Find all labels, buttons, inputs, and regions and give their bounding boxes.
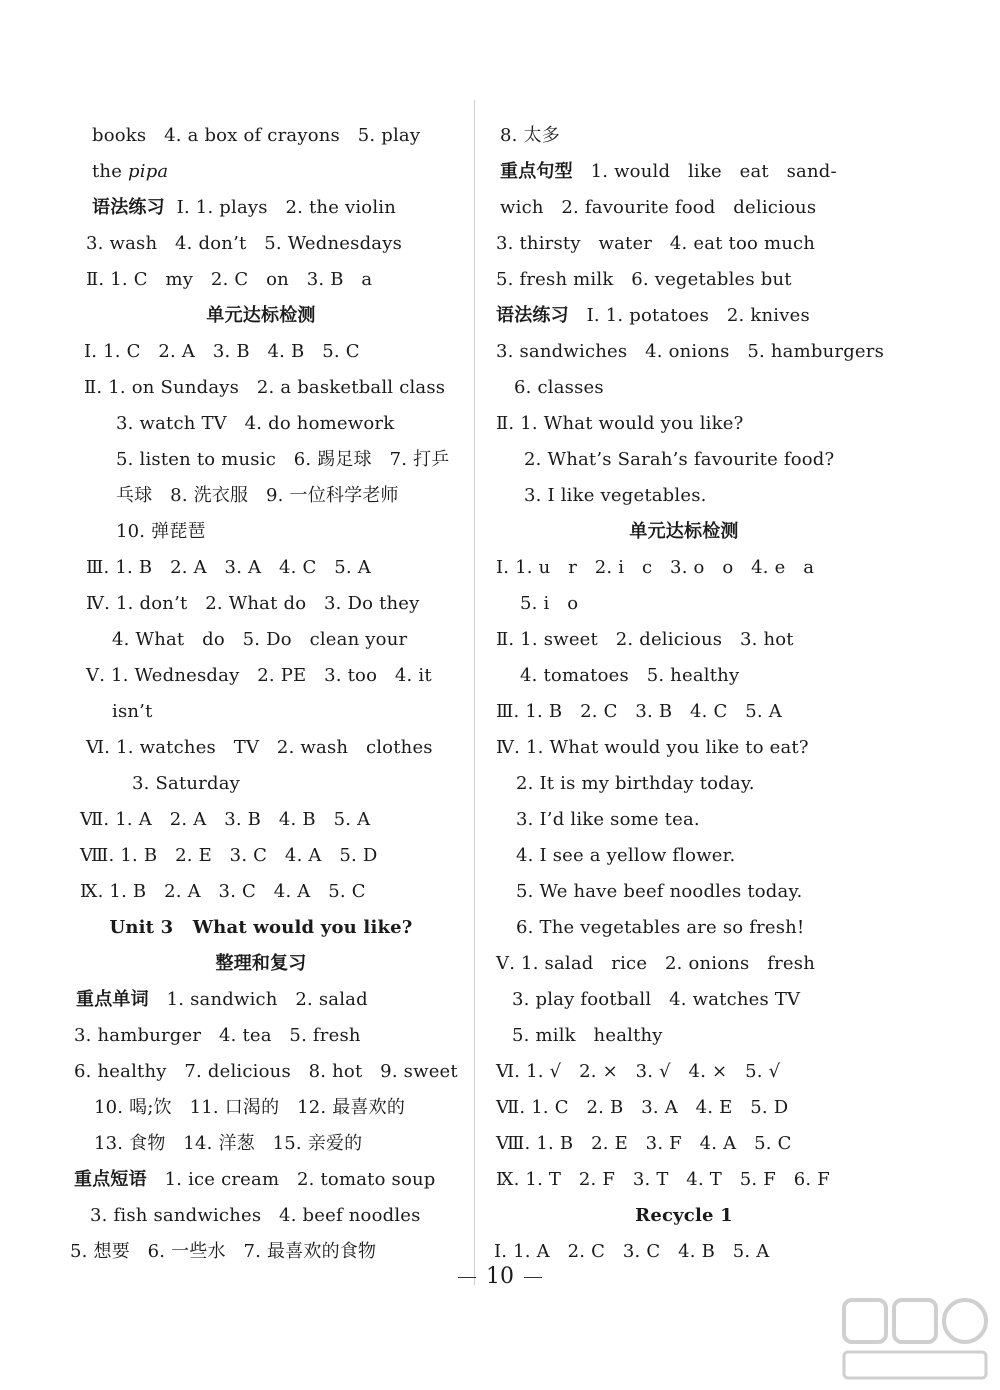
- answer-text: Ⅴ. 1. salad rice 2. onions fresh: [496, 953, 816, 974]
- answer-text: Ⅸ. 1. T 2. F 3. T 4. T 5. F 6. F: [496, 1169, 830, 1190]
- answer-text: 10. 喝;饮 11. 口渴的 12. 最喜欢的: [94, 1097, 406, 1118]
- page-dash-left: [458, 1277, 476, 1278]
- left-column: [66, 118, 456, 1270]
- answer-text: Ⅲ. 1. B 2. A 3. A 4. C 5. A: [86, 557, 371, 578]
- answer-text: Ⅱ. 1. What would you like?: [496, 413, 744, 434]
- answer-text: 3. Saturday: [132, 773, 241, 794]
- answer-text: 3. watch TV 4. do homework: [116, 413, 395, 434]
- answer-line: [494, 442, 874, 478]
- answer-text: 8. 太多: [500, 125, 560, 146]
- section-label: 重点句型: [500, 161, 573, 182]
- answer-line: [494, 982, 874, 1018]
- answer-text: books 4. a box of crayons 5. play: [92, 125, 421, 146]
- answer-line: [66, 802, 456, 838]
- answer-line: [494, 1018, 874, 1054]
- answer-line: [66, 1198, 456, 1234]
- answer-text: Ⅶ. 1. A 2. A 3. B 4. B 5. A: [80, 809, 371, 830]
- answer-text: 4. tomatoes 5. healthy: [520, 665, 740, 686]
- answer-text: 3. I’d like some tea.: [516, 809, 700, 830]
- answer-line: [66, 694, 456, 730]
- answer-text: Ⅰ. 1. u r 2. i c 3. o o 4. e a: [496, 557, 815, 578]
- answer-text: 5. 想要 6. 一些水 7. 最喜欢的食物: [70, 1241, 377, 1262]
- answer-line: [66, 226, 456, 262]
- answer-line: [494, 226, 874, 262]
- answer-text: pipa: [128, 161, 169, 182]
- page-number-text: 10: [486, 1264, 514, 1289]
- answer-line: [494, 298, 874, 334]
- answer-line: [494, 1162, 874, 1198]
- answer-text: 6. healthy 7. delicious 8. hot 9. sweet: [74, 1061, 458, 1082]
- answer-line: [66, 982, 456, 1018]
- section-heading: Unit 3 What would you like?: [109, 917, 413, 938]
- answer-text: 3. I like vegetables.: [524, 485, 707, 506]
- answer-line: [66, 1126, 456, 1162]
- answer-text: 2. It is my birthday today.: [516, 773, 755, 794]
- section-label: 重点单词: [76, 989, 149, 1010]
- answer-line: [494, 370, 874, 406]
- answer-line: [494, 1054, 874, 1090]
- answer-line: [66, 874, 456, 910]
- watermark-logo-icon: [840, 1296, 990, 1382]
- answer-text: Ⅰ. 1. C 2. A 3. B 4. B 5. C: [84, 341, 360, 362]
- answer-text: 5. i o: [520, 593, 579, 614]
- answer-text: Ⅰ. 1. plays 2. the violin: [164, 197, 397, 218]
- answer-line: [494, 118, 874, 154]
- answer-line: [66, 118, 456, 154]
- answer-text: 13. 食物 14. 洋葱 15. 亲爱的: [94, 1133, 363, 1154]
- answer-text: Ⅳ. 1. What would you like to eat?: [496, 737, 809, 758]
- answer-line: [66, 658, 456, 694]
- answer-line: [66, 334, 456, 370]
- answer-line: [494, 406, 874, 442]
- answer-line: [494, 802, 874, 838]
- answer-text: the: [92, 161, 129, 182]
- answer-line: [66, 1054, 456, 1090]
- answer-text: Ⅰ. 1. A 2. C 3. C 4. B 5. A: [494, 1241, 770, 1262]
- answer-text: 2. What’s Sarah’s favourite food?: [524, 449, 835, 470]
- answer-line: [66, 190, 456, 226]
- answer-line: [494, 478, 874, 514]
- answer-line: [494, 334, 885, 370]
- answer-text: 6. classes: [514, 377, 604, 398]
- answer-line: [66, 586, 456, 622]
- answer-text: 5. listen to music 6. 踢足球 7. 打乒: [116, 449, 450, 470]
- section-label: 语法练习: [496, 305, 569, 326]
- answer-text: Ⅷ. 1. B 2. E 3. C 4. A 5. D: [80, 845, 378, 866]
- answer-text: 4. What do 5. Do clean your: [112, 629, 408, 650]
- answer-text: 1. would like eat sand-: [572, 161, 837, 182]
- answer-text: Ⅱ. 1. C my 2. C on 3. B a: [86, 269, 373, 290]
- answer-line: [494, 730, 874, 766]
- answer-line: [494, 946, 874, 982]
- answer-text: 3. play football 4. watches TV: [512, 989, 801, 1010]
- answer-text: 3. sandwiches 4. onions 5. hamburgers: [496, 341, 885, 362]
- answer-text: 1. ice cream 2. tomato soup: [146, 1169, 436, 1190]
- answer-text: 1. sandwich 2. salad: [148, 989, 368, 1010]
- answer-line: [66, 478, 456, 514]
- section-heading: Recycle 1: [635, 1205, 733, 1226]
- answer-text: 5. fresh milk 6. vegetables but: [496, 269, 792, 290]
- answer-line: [66, 262, 456, 298]
- answer-line: [66, 838, 456, 874]
- answer-text: Ⅶ. 1. C 2. B 3. A 4. E 5. D: [496, 1097, 789, 1118]
- answer-line: [66, 1018, 456, 1054]
- answer-text: 6. The vegetables are so fresh!: [516, 917, 805, 938]
- answer-text: Ⅰ. 1. potatoes 2. knives: [568, 305, 810, 326]
- answer-text: wich 2. favourite food delicious: [500, 197, 817, 218]
- answer-text: Ⅱ. 1. sweet 2. delicious 3. hot: [496, 629, 794, 650]
- answer-text: 5. We have beef noodles today.: [516, 881, 803, 902]
- answer-line: [494, 550, 874, 586]
- answer-text: 5. milk healthy: [512, 1025, 663, 1046]
- answer-line: [494, 766, 874, 802]
- answer-text: Ⅸ. 1. B 2. A 3. C 4. A 5. C: [80, 881, 366, 902]
- answer-text: Ⅷ. 1. B 2. E 3. F 4. A 5. C: [496, 1133, 792, 1154]
- answer-line: [66, 730, 456, 766]
- answer-text: 3. fish sandwiches 4. beef noodles: [90, 1205, 421, 1226]
- answer-line: [494, 262, 874, 298]
- answer-line: [494, 658, 874, 694]
- answer-line: [494, 586, 874, 622]
- watermark-logo: [840, 1296, 990, 1382]
- answer-line: [66, 442, 456, 478]
- answer-text: Ⅵ. 1. watches TV 2. wash clothes: [86, 737, 433, 758]
- answer-text: 乓球 8. 洗衣服 9. 一位科学老师: [116, 485, 399, 506]
- answer-text: Ⅱ. 1. on Sundays 2. a basketball class: [84, 377, 446, 398]
- answer-line: [66, 1090, 456, 1126]
- answer-text: isn’t: [112, 701, 153, 722]
- answer-text: 3. thirsty water 4. eat too much: [496, 233, 816, 254]
- answer-line: [494, 694, 874, 730]
- section-heading: 单元达标检测: [206, 305, 316, 326]
- answer-line: [494, 874, 874, 910]
- answer-text: Ⅴ. 1. Wednesday 2. PE 3. too 4. it: [86, 665, 432, 686]
- page-dash-right: [524, 1277, 542, 1278]
- answer-text: Ⅳ. 1. don’t 2. What do 3. Do they: [86, 593, 420, 614]
- answer-line: [66, 550, 456, 586]
- section-label: 语法练习: [92, 197, 165, 218]
- answer-text: 3. hamburger 4. tea 5. fresh: [74, 1025, 361, 1046]
- answer-line: [494, 190, 874, 226]
- answer-line: [66, 154, 456, 190]
- answer-text: 10. 弹琵琶: [116, 521, 206, 542]
- page-number: [0, 1262, 1000, 1292]
- answer-line: [66, 514, 456, 550]
- section-heading: 单元达标检测: [629, 521, 739, 542]
- answer-text: Ⅵ. 1. √ 2. × 3. √ 4. × 5. √: [496, 1061, 781, 1082]
- section-heading: 整理和复习: [215, 953, 307, 974]
- answer-line: [66, 766, 456, 802]
- answer-line: [494, 838, 874, 874]
- answer-line: [494, 910, 874, 946]
- section-label: 重点短语: [74, 1169, 147, 1190]
- answer-line: [494, 1090, 874, 1126]
- answer-line: [494, 1126, 874, 1162]
- answer-line: [66, 622, 456, 658]
- answer-line: [66, 370, 456, 406]
- answer-text: Ⅲ. 1. B 2. C 3. B 4. C 5. A: [496, 701, 782, 722]
- answer-line: [494, 622, 874, 658]
- answer-line: [66, 1162, 456, 1198]
- column-divider: [474, 100, 475, 1285]
- right-column: [494, 118, 885, 1270]
- answer-text: 3. wash 4. don’t 5. Wednesdays: [86, 233, 403, 254]
- answer-line: [494, 154, 874, 190]
- answer-text: 4. I see a yellow flower.: [516, 845, 736, 866]
- answer-line: [66, 406, 456, 442]
